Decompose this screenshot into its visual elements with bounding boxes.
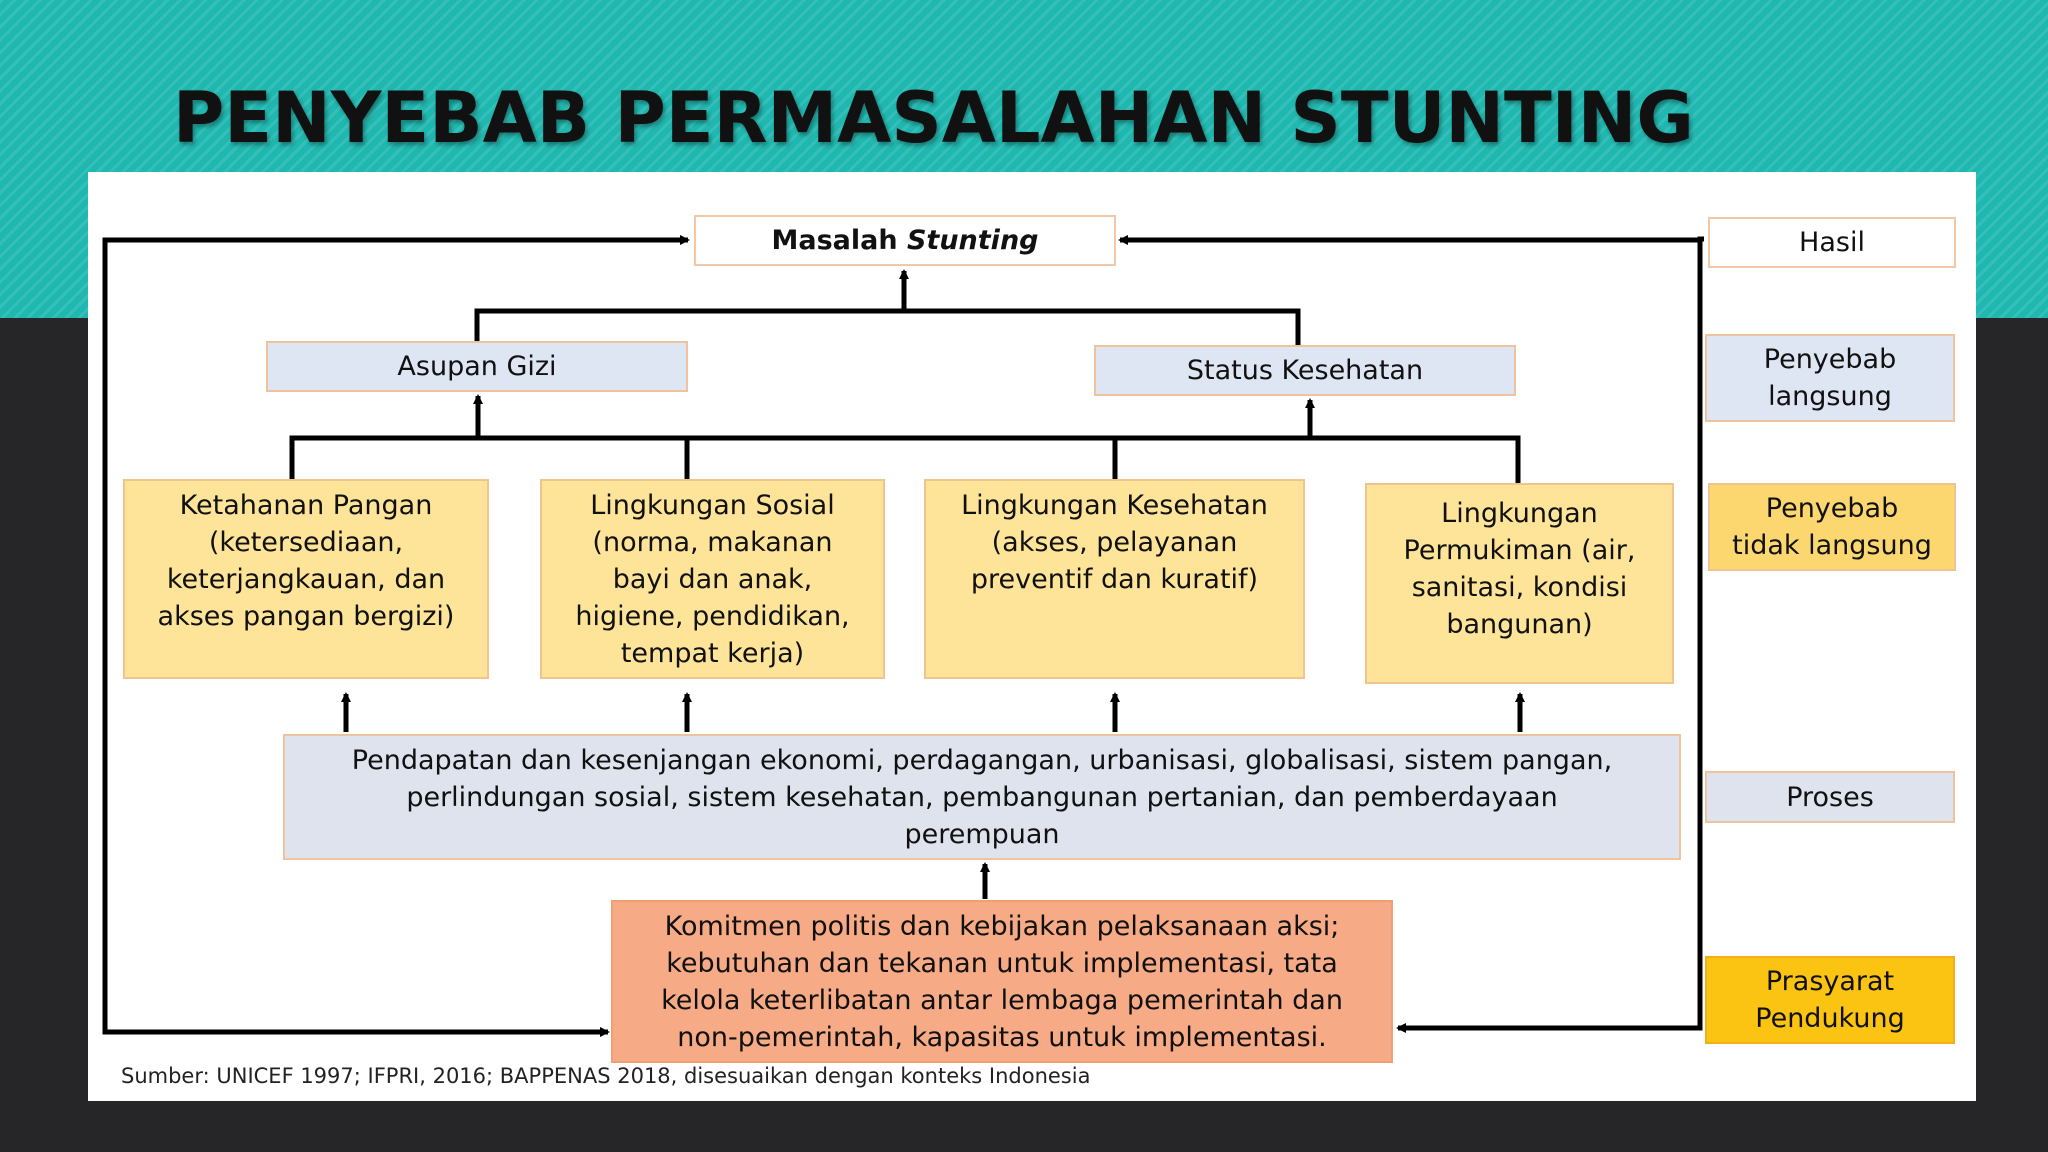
text-line: perempuan	[904, 818, 1060, 850]
text-line: bangunan)	[1446, 609, 1593, 640]
legend-proses: Proses	[1705, 771, 1955, 823]
indirect-left-bracket	[292, 438, 687, 479]
indirect-cause-ketahanan-pangan	[123, 479, 489, 679]
text-line: perlindungan sosial, sistem kesehatan, pembangunan pertanian, dan pemberdayaan	[406, 781, 1558, 813]
text-line: bayi dan anak,	[612, 564, 813, 595]
text-line: Komitmen politis dan kebijakan pelaksanaan aksi;	[664, 910, 1340, 942]
text-line: preventif dan kuratif)	[970, 564, 1259, 595]
text-line: kelola keterlibatan antar lembaga pemerintah dan	[661, 984, 1343, 1016]
indirect-right-bracket	[687, 438, 1518, 483]
text-line: Ketahanan Pangan	[179, 490, 433, 521]
direct-cause-asupan-gizi: Asupan Gizi	[266, 341, 688, 392]
result-box-masalah-stunting	[694, 215, 1116, 266]
legend-hasil: Hasil	[1708, 217, 1956, 268]
text-line: Penyebab	[1765, 493, 1899, 524]
indirect-cause-lingkungan-kesehatan	[924, 479, 1305, 679]
legend-penyebab-tidak-langsung	[1708, 483, 1956, 571]
text-line: langsung	[1768, 381, 1892, 412]
prerequisite-box	[611, 900, 1393, 1063]
text-line: Pendapatan dan kesenjangan ekonomi, perdagangan, urbanisasi, globalisasi, sistem pangan,	[351, 744, 1613, 776]
result-prefix: Masalah	[771, 225, 898, 256]
text-line: tempat kerja)	[620, 638, 805, 669]
text-line: tidak langsung	[1732, 530, 1932, 561]
legend-penyebab-langsung	[1705, 334, 1955, 422]
text-line: Prasyarat	[1765, 966, 1895, 997]
indirect-cause-lingkungan-permukiman	[1365, 483, 1674, 684]
text-line: Lingkungan Sosial	[590, 490, 835, 521]
text-line: Lingkungan Kesehatan	[961, 490, 1268, 521]
text-line: Permukiman (air,	[1403, 535, 1636, 566]
source-citation: Sumber: UNICEF 1997; IFPRI, 2016; BAPPENAS 2018, disesuaikan dengan konteks Indonesia	[121, 1064, 1091, 1088]
text-line: keterjangkauan, dan	[166, 564, 446, 595]
slide-title: PENYEBAB PERMASALAHAN STUNTING	[173, 77, 1694, 159]
text-line: (norma, makanan	[592, 527, 833, 558]
text-line: akses pangan bergizi)	[157, 601, 455, 632]
legend-prasyarat-pendukung	[1705, 956, 1955, 1044]
text-line: (akses, pelayanan	[991, 527, 1238, 558]
text-line: Pendukung	[1755, 1003, 1905, 1034]
text-line: non-pemerintah, kapasitas untuk implementasi.	[677, 1021, 1327, 1053]
process-box	[283, 734, 1681, 860]
diagram-panel	[88, 172, 1976, 1101]
text-line: Lingkungan	[1441, 498, 1598, 529]
direct-cause-status-kesehatan: Status Kesehatan	[1094, 345, 1516, 396]
text-line: higiene, pendidikan,	[575, 601, 850, 632]
text-line: (ketersediaan,	[208, 527, 404, 558]
indirect-cause-lingkungan-sosial	[540, 479, 885, 679]
text-line: kebutuhan dan tekanan untuk implementasi, tata	[666, 947, 1338, 979]
text-line: Penyebab	[1763, 344, 1897, 375]
direct-causes-bracket	[477, 311, 1298, 345]
text-line: sanitasi, kondisi	[1411, 572, 1628, 603]
result-emphasis: Stunting	[906, 225, 1039, 256]
